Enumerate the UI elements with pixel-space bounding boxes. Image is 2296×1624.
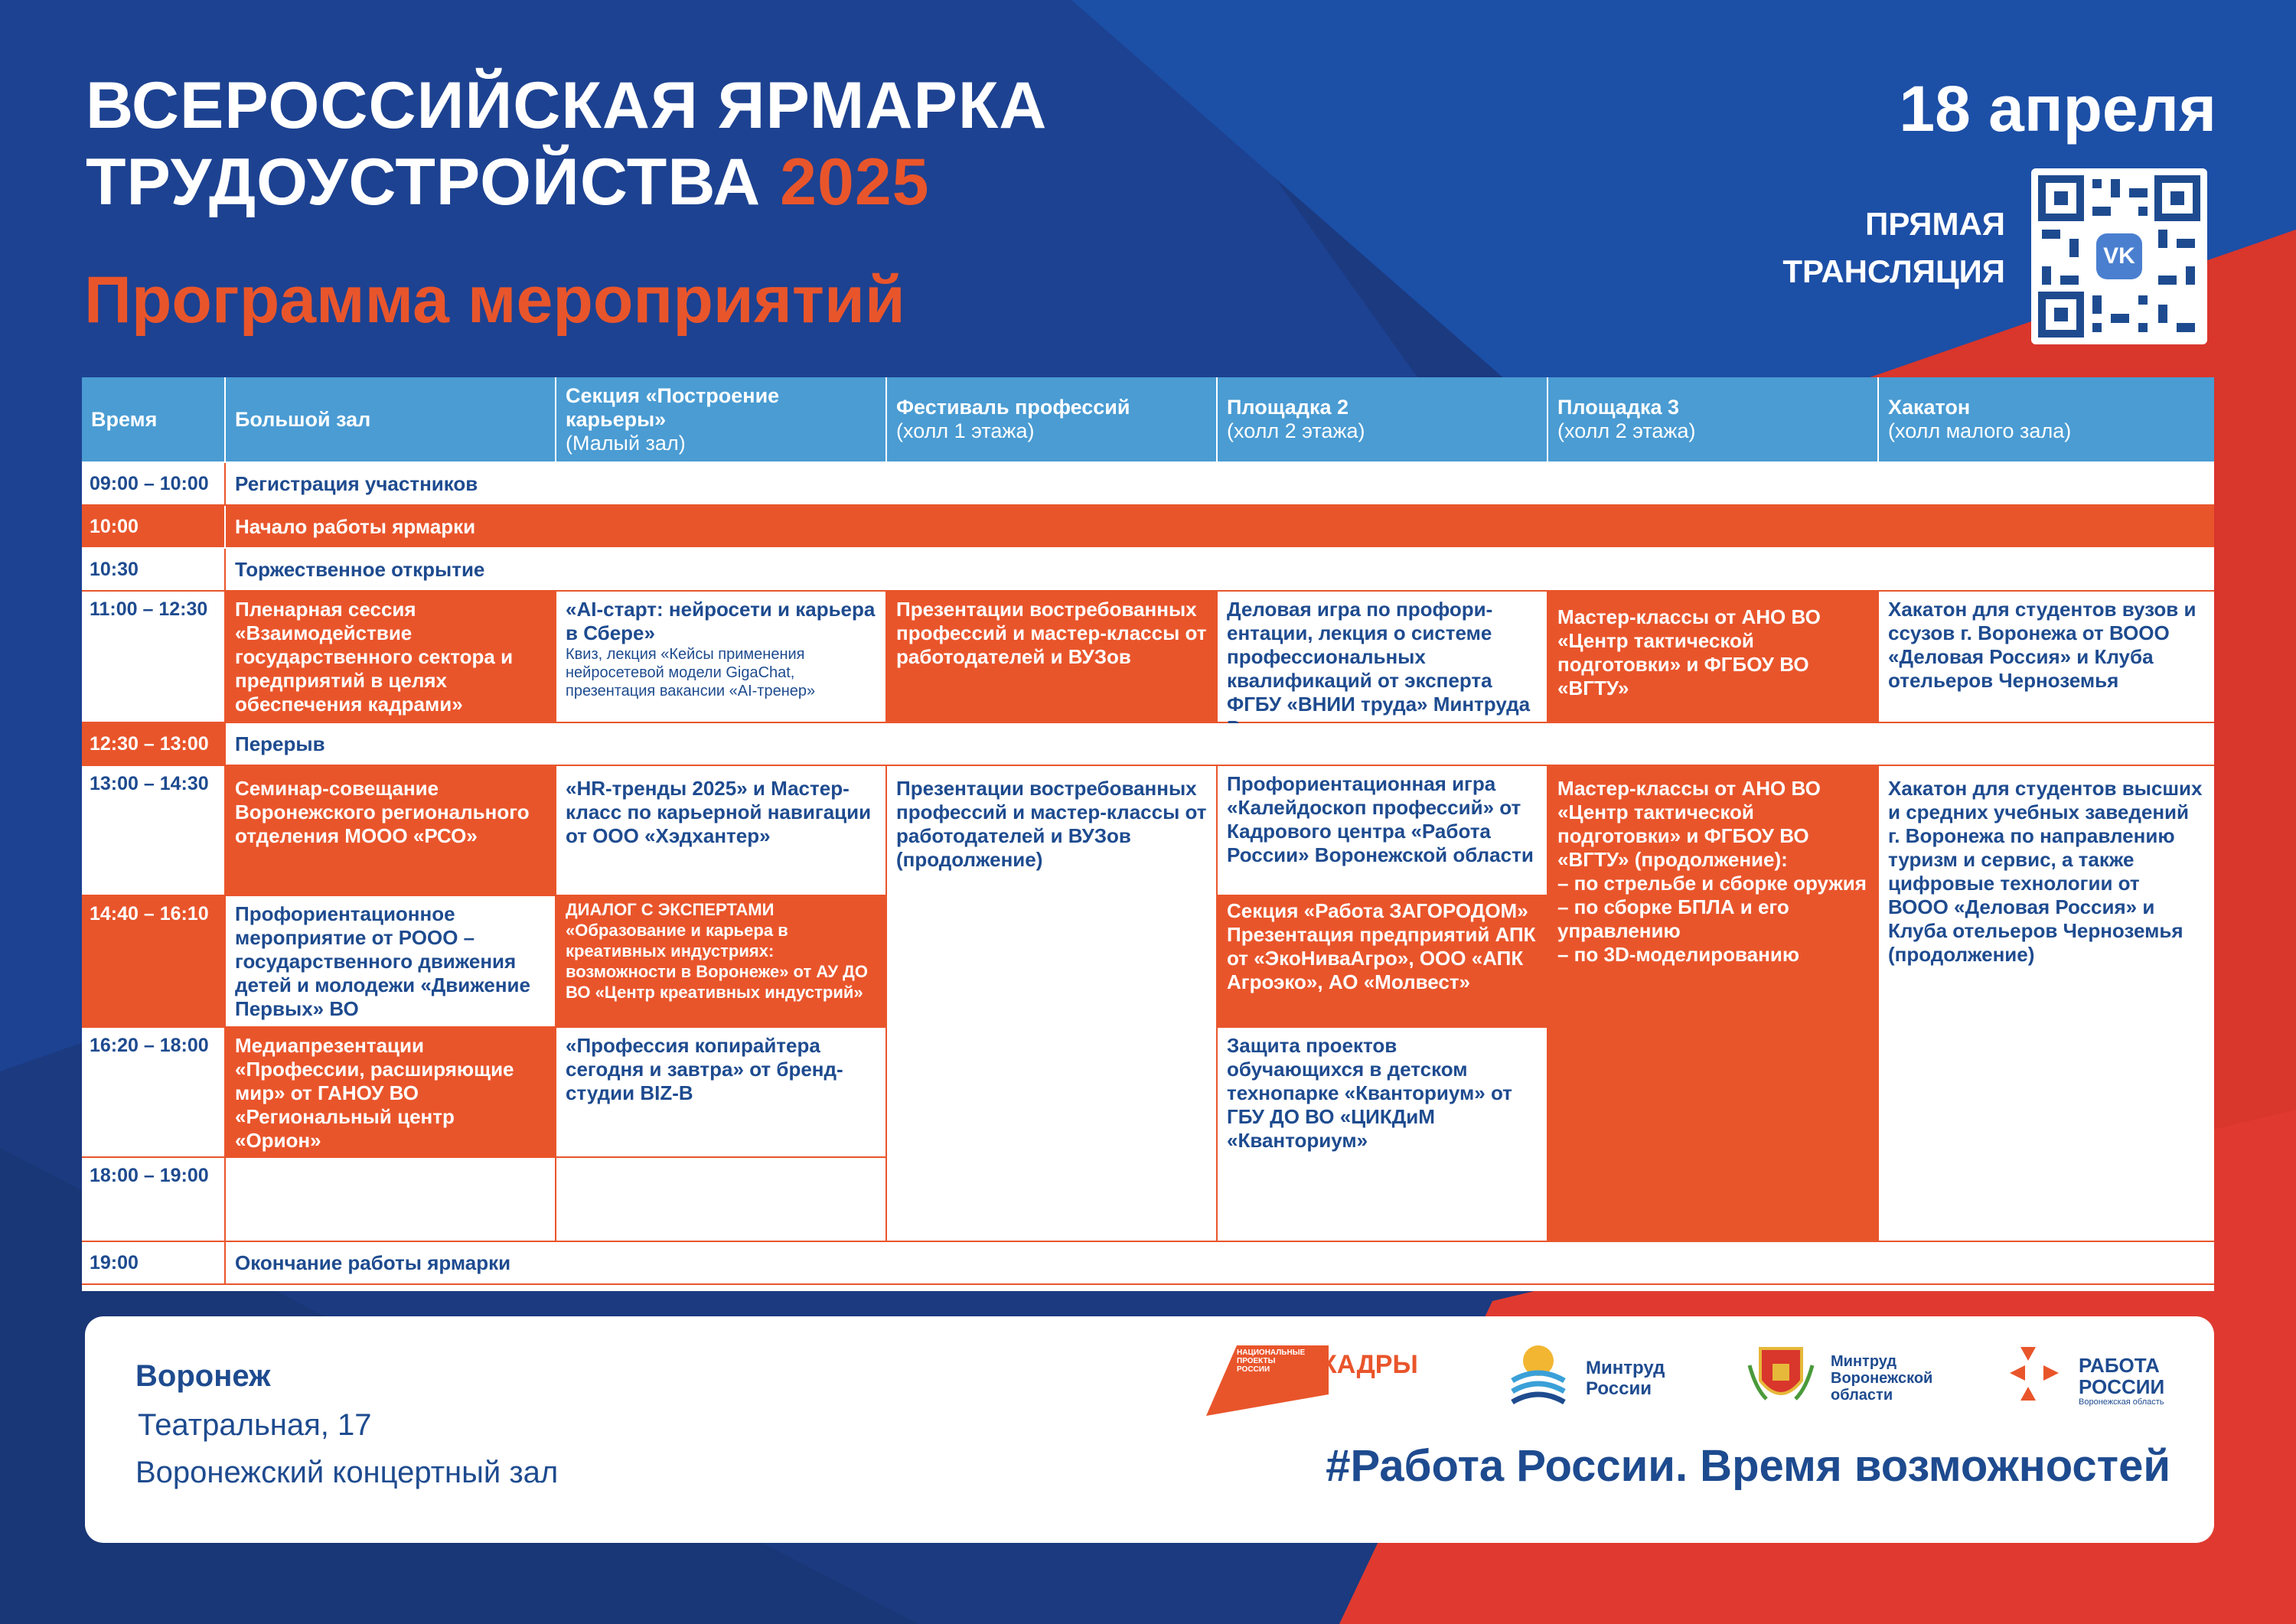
header-p3-note: (холл 2 этажа) xyxy=(1557,419,1696,442)
svg-text:VK: VK xyxy=(2103,243,2135,269)
logo-mintrud-russia xyxy=(1509,1342,1685,1411)
header-hack-title: Хакатон xyxy=(1888,396,1971,419)
time-r7: 14:40 – 16:10 xyxy=(82,896,226,1028)
header-p3-title: Площадка 3 xyxy=(1557,396,1680,419)
time-r5: 12:30 – 13:00 xyxy=(82,723,226,766)
logo1-small: НАЦИОНАЛЬНЫЕ ПРОЕКТЫ РОССИИ xyxy=(1237,1348,1306,1374)
logo1-text: КАДРЫ xyxy=(1321,1350,1418,1379)
festival-presentations: Презентации востребованных профессий и мастер-классы от работодателей и ВУЗов xyxy=(887,592,1218,723)
logo4-sub: Воронежская область xyxy=(2079,1397,2164,1407)
header-career-note: (Малый зал) xyxy=(566,431,686,455)
page-title xyxy=(86,67,1047,220)
logo-mintrud-voronezh xyxy=(1745,1342,1967,1411)
header-p2-note: (холл 2 этажа) xyxy=(1227,419,1365,442)
time-r2: 10:00 xyxy=(82,506,226,549)
empty-cell-big-hall xyxy=(226,1158,556,1242)
logo-rabota-rossii xyxy=(2005,1342,2181,1411)
media-presentations: Медиапрезентации «Профессии, расширяющие мир» от ГАНОУ ВО «Региональный центр «Орион» xyxy=(226,1028,556,1158)
expert-dialogue: ДИАЛОГ С ЭКСПЕРТАМИ «Образование и карьера в креативных индустриях: возможности в Воронеже» от АУ ДО ВО «Центр креативных индустрий» xyxy=(556,896,887,1028)
hr-trends-session: «HR-тренды 2025» и Мастер-класс по карьерной навигации от ООО «Хэдхантер» xyxy=(556,766,887,896)
empty-cell-career xyxy=(556,1158,887,1242)
festival-continuation: Презентации востребованных профессий и мастер-классы от работодателей и ВУЗов (продолжение) xyxy=(887,766,1218,1242)
header-p2-title: Площадка 2 xyxy=(1227,396,1349,419)
time-r4: 11:00 – 12:30 xyxy=(82,592,226,723)
movement-first-event: Профориентационное мероприятие от РООО – государственного движения детей и молодежи «Движение Первых» ВО xyxy=(226,896,556,1028)
fair-start-row: Начало работы ярмарки xyxy=(226,506,2214,549)
zagorodom-section: Секция «Работа ЗАГОРОДОМ» Презентация предприятий АПК от «ЭкоНиваАгро», ООО «АПК Агроэко», АО «Молвест» xyxy=(1218,896,1548,1028)
event-date: 18 апреля xyxy=(1899,73,2216,145)
slogan-hashtag: #Работа России. Время возможностей xyxy=(1326,1441,2170,1491)
voronezh-coat-of-arms-icon xyxy=(1745,1342,1817,1408)
registration-row: Регистрация участников xyxy=(226,463,2214,506)
time-r6: 13:00 – 14:30 xyxy=(82,766,226,896)
ai-start-note: Квиз, лекция «Кейсы применения нейросетевой модели GigaChat, презентация вакансии «AI-тренер» xyxy=(566,646,816,699)
business-game: Деловая игра по профори-ентации, лекция о системе профессиональных квалификаций от эксперта ФГБУ «ВНИИ труда» Минтруда xyxy=(1218,592,1548,723)
hackathon-students: Хакатон для студентов вузов и ссузов г. Воронежа от ВООО «Деловая Россия» и Клуба отельеров Черноземья xyxy=(1879,592,2214,723)
kaleidoscope-game: Профориентационная игра «Калейдоскоп профессий» от Кадрового центра «Работа России» Воронежской области xyxy=(1218,766,1548,896)
header-hack-note: (холл малого зала) xyxy=(1888,419,2072,442)
time-r9: 18:00 – 19:00 xyxy=(82,1158,226,1242)
logo4-text: РАБОТА РОССИИ xyxy=(2079,1354,2165,1398)
copywriter-session: «Профессия копирайтера сегодня и завтра» от бренд-студии BIZ-B xyxy=(556,1028,887,1158)
tactical-masterclass-cont xyxy=(1548,766,1879,1242)
qr-code[interactable] xyxy=(2031,168,2207,344)
header-festival-title: Фестиваль профессий xyxy=(896,396,1130,419)
header-hackathon xyxy=(1879,377,2214,463)
rabota-rossii-icon xyxy=(2005,1342,2066,1407)
tactical-masterclass: Мастер-классы от АНО ВО «Центр тактической подготовки» и ФГБОУ ВО «ВГТУ» xyxy=(1548,592,1879,723)
break-row: Перерыв xyxy=(226,723,2214,766)
logo3-text: Минтруд Воронежской области xyxy=(1831,1353,1933,1404)
header-festival-note: (холл 1 этажа) xyxy=(896,419,1035,442)
header-festival xyxy=(887,377,1218,463)
opening-row: Торжественное открытие xyxy=(226,549,2214,592)
header-big-hall: Большой зал xyxy=(226,377,556,463)
time-r10: 19:00 xyxy=(82,1242,226,1285)
closing-row: Окончание работы ярмарки xyxy=(226,1242,2214,1285)
qr-code-icon xyxy=(2031,168,2207,344)
title-year: 2025 xyxy=(780,145,930,219)
title-line-2-text: ТРУДОУСТРОЙСТВА xyxy=(86,145,762,219)
header-career xyxy=(556,377,887,463)
time-r1: 09:00 – 10:00 xyxy=(82,463,226,506)
ai-start-session xyxy=(556,592,887,723)
p3-cont-main: Мастер-классы от АНО ВО «Центр тактической подготовки» и ФГБОУ ВО «ВГТУ» (продолжение): xyxy=(1557,777,1821,871)
p3-bullet-3: – по 3D-моделированию xyxy=(1557,943,1800,966)
header-time: Время xyxy=(82,377,226,463)
program-subtitle: Программа мероприятий xyxy=(84,263,905,337)
address-venue: Воронежский концертный зал xyxy=(135,1456,559,1489)
logo-national-projects xyxy=(1206,1345,1451,1416)
rso-seminar: Семинар-совещание Воронежского регионального отделения МООО «РСО» xyxy=(226,766,556,896)
logo2-text: Минтруд России xyxy=(1586,1358,1665,1399)
live-line-1: ПРЯМАЯ xyxy=(1865,206,2005,242)
address-street: Театральная, 17 xyxy=(138,1408,372,1442)
time-r8: 16:20 – 18:00 xyxy=(82,1028,226,1158)
mintrud-emblem-icon xyxy=(1509,1342,1567,1408)
header-p3 xyxy=(1548,377,1879,463)
header-p2 xyxy=(1218,377,1548,463)
ai-start-title: «AI-старт: нейросети и карьера в Сбере» xyxy=(566,598,876,644)
hackathon-continuation: Хакатон для студентов высших и средних учебных заведений г. Воронежа по направлению туризм и сервис, а также цифровые технологии от ВООО «Деловая Россия» и Клуба отельеров Черноземья (продолжение) xyxy=(1879,766,2214,1242)
kvantorium-projects: Защита проектов обучающихся в детском технопарке «Кванториум» от ГБУ ДО ВО «ЦИКДиМ «Кванториум» xyxy=(1218,1028,1548,1242)
title-line-2 xyxy=(86,144,1047,220)
time-r3: 10:30 xyxy=(82,549,226,592)
plenary-session: Пленарная сессия «Взаимодействие государственного сектора и предприятий в целях обеспечения кадрами» xyxy=(226,592,556,723)
live-stream-label xyxy=(1782,201,2005,295)
header-career-title: Секция «Построение карьеры» xyxy=(566,383,780,431)
p3-bullet-1: – по стрельбе и сборке оружия xyxy=(1557,872,1867,895)
p3-bullet-2: – по сборке БПЛА и его управлению xyxy=(1557,895,1789,942)
schedule-table xyxy=(82,377,2214,1291)
live-line-2: ТРАНСЛЯЦИЯ xyxy=(1782,253,2005,289)
address-city: Воронеж xyxy=(135,1359,271,1393)
title-line-1: ВСЕРОССИЙСКАЯ ЯРМАРКА xyxy=(86,69,1048,142)
